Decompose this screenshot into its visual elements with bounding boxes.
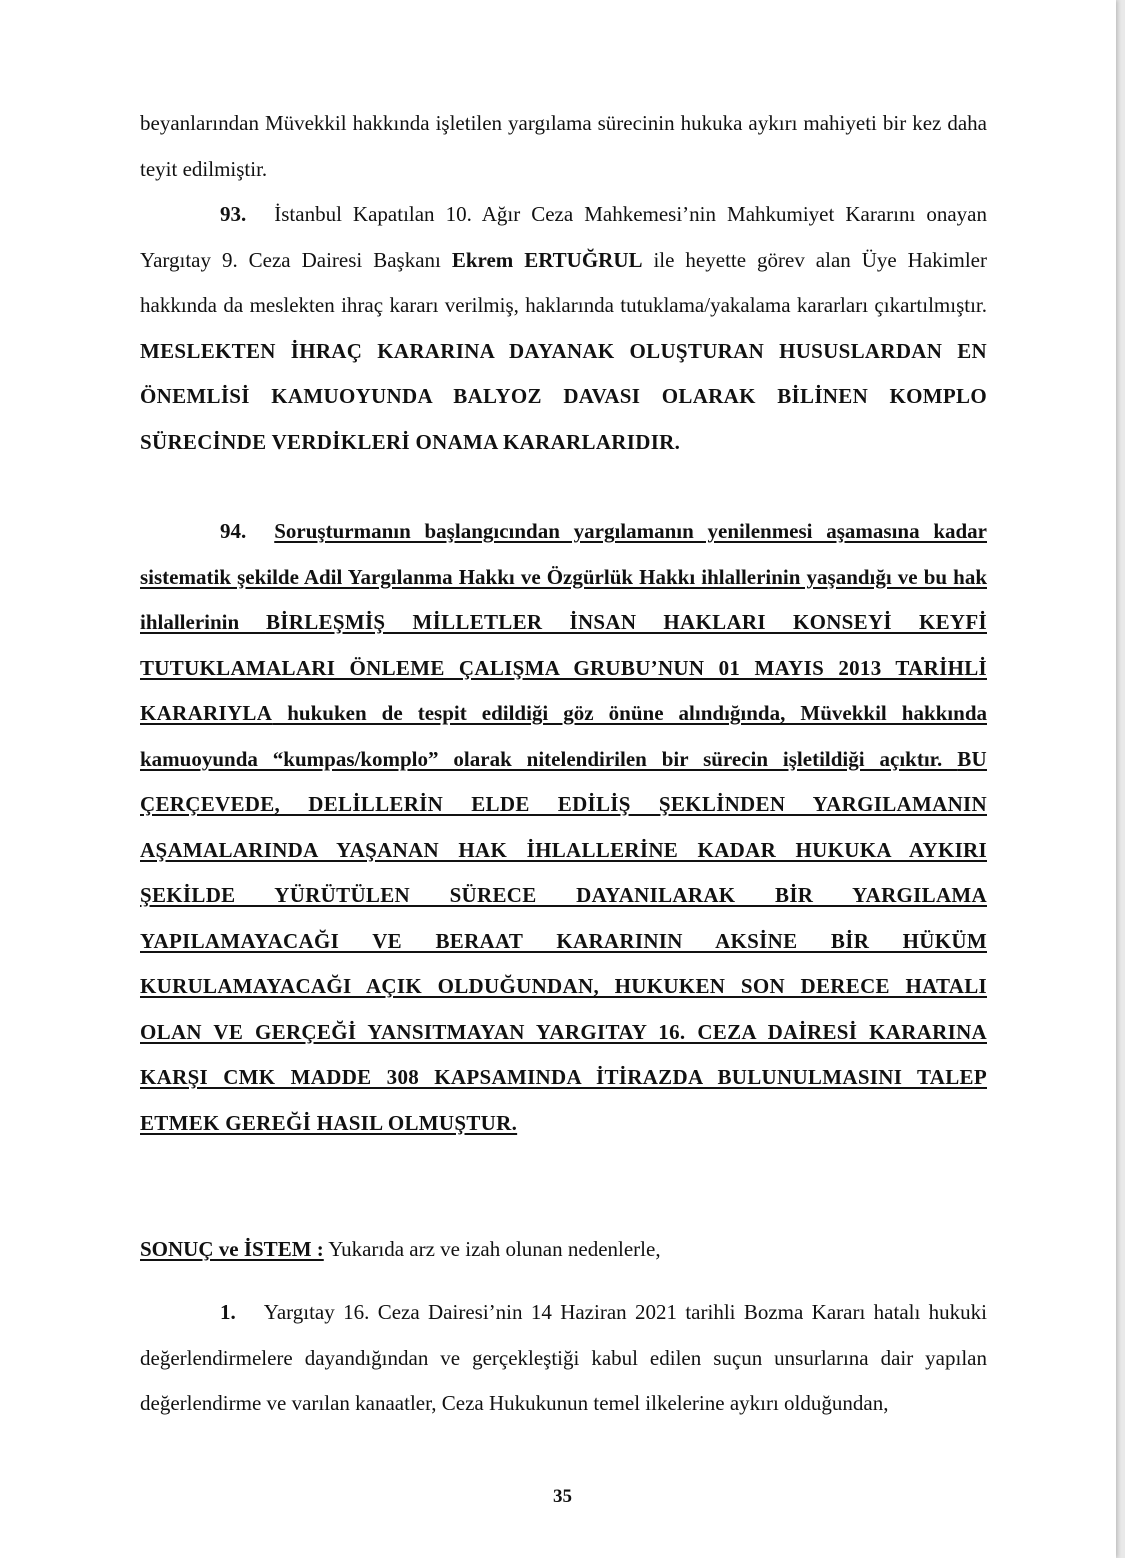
paragraph-94-text-b: hukuken de tespit edildiği göz önüne alındığında, Müvekkil hakkında kamuoyunda “kumpas/komplo” olarak nitelendirilen bir sürecin işletildiği açıktır. [140, 701, 987, 771]
paragraph-93-text-b: ile heyette görev alan Üye Hakimler hakkında da meslekten ihraç kararı verilmiş, haklarında tutuklama/yakalama kararları çıkartılmıştır. [140, 247, 987, 317]
intro-text: beyanlarından Müvekkil hakkında işletilen yargılama sürecinin hukuka aykırı mahiyeti bir kez daha teyit edilmiştir. [140, 111, 987, 181]
intro-paragraph [140, 101, 987, 192]
paragraph-94-text-a: Soruşturmanın başlangıcından yargılamanın yenilenmesi aşamasına kadar sistematik şekilde Adil Yargılanma Hakkı ve Özgürlük Hakkı ihlallerinin yaşandığı ve bu hak ihlallerinin [140, 519, 987, 634]
paragraph-94-caps-a: BİRLEŞMİŞ MİLLETLER İNSAN HAKLARI KONSEYİ KEYFİ TUTUKLAMALARI ÖNLEME ÇALIŞMA GRUBU’NUN 01 MAYIS 2013 TARİHLİ KARARIYLA [140, 610, 987, 725]
conclusion-text: Yukarıda arz ve izah olunan nedenlerle, [323, 1237, 661, 1261]
request-item-1 [140, 1290, 987, 1427]
request-item-1-text: Yargıtay 16. Ceza Dairesi’nin 14 Haziran 2021 tarihli Bozma Kararı hatalı hukuki değerlendirmelere dayandığından ve gerçekleştiği kabul edilen suçun unsurlarına dair yapılan değerlendirme ve varılan kanaatler, Ceza Hukukunun temel ilkelerine aykırı olduğundan, [140, 1300, 987, 1415]
page-number: 35 [553, 1486, 572, 1507]
paragraph-93-text-a: İstanbul Kapatılan 10. Ağır Ceza Mahkemesi’nin Mahkumiyet Kararını onayan Yargıtay 9. Ceza Dairesi Başkanı [140, 202, 987, 272]
paragraph-94-number: 94. [220, 519, 247, 543]
paragraph-93-bold-text: MESLEKTEN İHRAÇ KARARINA DAYANAK OLUŞTURAN HUSUSLARDAN EN ÖNEMLİSİ KAMUOYUNDA BALYOZ DAVASI OLARAK BİLİNEN KOMPLO SÜRECİNDE VERDİKLERİ ONAMA KARARLARIDIR. [140, 338, 987, 454]
conclusion-section [140, 1227, 987, 1273]
paragraph-94 [140, 509, 987, 1146]
paragraph-93-name: Ekrem ERTUĞRUL [451, 247, 643, 272]
paragraph-93 [140, 192, 987, 465]
paragraph-94-caps-b: BU ÇERÇEVEDE, DELİLLERİN ELDE EDİLİŞ ŞEKLİNDEN YARGILAMANIN AŞAMALARINDA YAŞANAN HAK İHLALLERİNE KADAR HUKUKA AYKIRI ŞEKİLDE YÜRÜTÜLEN SÜRECE DAYANILARAK BİR YARGILAMA YAPILAMAYACAĞI VE BERAAT KARARININ AKSİNE BİR HÜKÜM KURULAMAYACAĞI AÇIK OLDUĞUNDAN, HUKUKEN SON DERECE HATALI OLAN VE GERÇEĞİ YANSITMAYAN YARGITAY 16. CEZA DAİRESİ KARARINA KARŞI CMK MADDE 308 KAPSAMINDA İTİRAZDA BULUNULMASINI TALEP ETMEK GEREĞİ HASIL OLMUŞTUR. [140, 746, 987, 1135]
request-item-1-number: 1. [220, 1300, 236, 1324]
conclusion-heading: SONUÇ ve İSTEM : [140, 1237, 324, 1261]
paragraph-93-number: 93. [220, 202, 247, 226]
